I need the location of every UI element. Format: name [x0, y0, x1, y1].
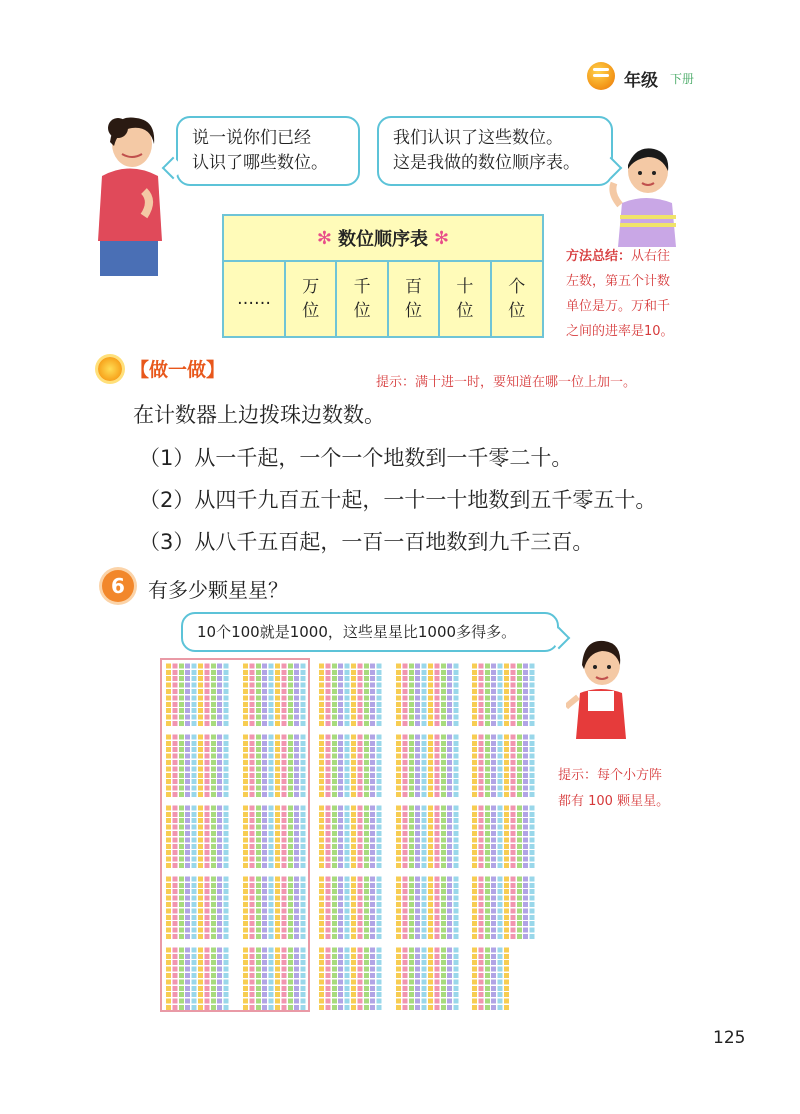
do-it-item-2: （2）从四千九百五十起，一十一十地数到五千零五十。 [139, 488, 657, 512]
star-block [243, 662, 307, 726]
star-block [166, 662, 230, 726]
flower-icon: ✻ [316, 227, 332, 249]
star-block [166, 804, 230, 868]
cell-text: 位 [353, 301, 371, 321]
cell-text: 个 [508, 277, 526, 297]
star-block [243, 804, 307, 868]
problem-6-question: 有多少颗星星？ [148, 578, 288, 602]
star-block [472, 875, 536, 939]
star-block [472, 733, 536, 797]
boy-speech-line: 我们认识了这些数位。 [393, 128, 563, 148]
method-summary-line: 单位是万。万和千 [566, 299, 671, 314]
star-block [396, 875, 460, 939]
girl-speech-text: 10个100就是1000，这些星星比1000多得多。 [197, 623, 517, 641]
star-block [396, 946, 460, 1010]
chart-title-text: 数位顺序表 [338, 229, 428, 250]
star-block [243, 875, 307, 939]
flower-icon: ✻ [434, 227, 450, 249]
problem-6-hint [558, 763, 708, 815]
do-it-intro: 在计数器上边拨珠边数数。 [133, 403, 385, 427]
do-it-item-3: （3）从八千五百起，一百一百地数到九千三百。 [139, 530, 594, 554]
star-block [319, 946, 383, 1010]
star-block [319, 875, 383, 939]
star-block-partial [472, 946, 510, 1010]
star-block [166, 733, 230, 797]
do-it-hint: 提示：满十进一时，要知道在哪一位上加一。 [376, 375, 637, 390]
star-block [319, 662, 383, 726]
grade-label: 年级 [624, 71, 658, 91]
method-summary-line: 左数，第五个计数 [566, 274, 671, 289]
star-block [396, 804, 460, 868]
star-block [166, 946, 230, 1010]
cell-text: 十 [456, 277, 474, 297]
boy-speech-line: 这是我做的数位顺序表。 [393, 153, 580, 173]
volume-label: 下册 [670, 72, 695, 86]
page-number: 125 [713, 1028, 746, 1048]
method-summary-line: 之间的进率是10。 [566, 324, 674, 339]
cell-text: 位 [456, 301, 474, 321]
star-block [243, 733, 307, 797]
teacher-speech-line: 说一说你们已经 [192, 128, 311, 148]
do-it-title: 【做一做】 [130, 359, 226, 381]
star-block [472, 804, 536, 868]
star-block [396, 733, 460, 797]
cell-text: …… [237, 289, 272, 309]
star-block [243, 946, 307, 1010]
cell-text: 位 [302, 301, 320, 321]
teacher-speech-line: 认识了哪些数位。 [192, 153, 328, 173]
method-summary-line: 从右往 [631, 249, 671, 264]
star-block [166, 875, 230, 939]
star-block [472, 662, 536, 726]
do-it-item-1: （1）从一千起，一个一个地数到一千零二十。 [139, 446, 573, 470]
star-block [396, 662, 460, 726]
problem-number-badge: 6 [102, 570, 134, 602]
method-summary-label: 方法总结： [566, 249, 632, 264]
hint-line: 提示：每个小方阵 [558, 768, 663, 783]
cell-text: 千 [353, 277, 371, 297]
star-block [319, 804, 383, 868]
cell-text: 位 [405, 301, 423, 321]
cell-text: 万 [302, 277, 320, 297]
hint-line: 都有 100 颗星星。 [558, 794, 670, 809]
cell-text: 位 [508, 301, 526, 321]
star-block [319, 733, 383, 797]
cell-text: 百 [405, 277, 423, 297]
